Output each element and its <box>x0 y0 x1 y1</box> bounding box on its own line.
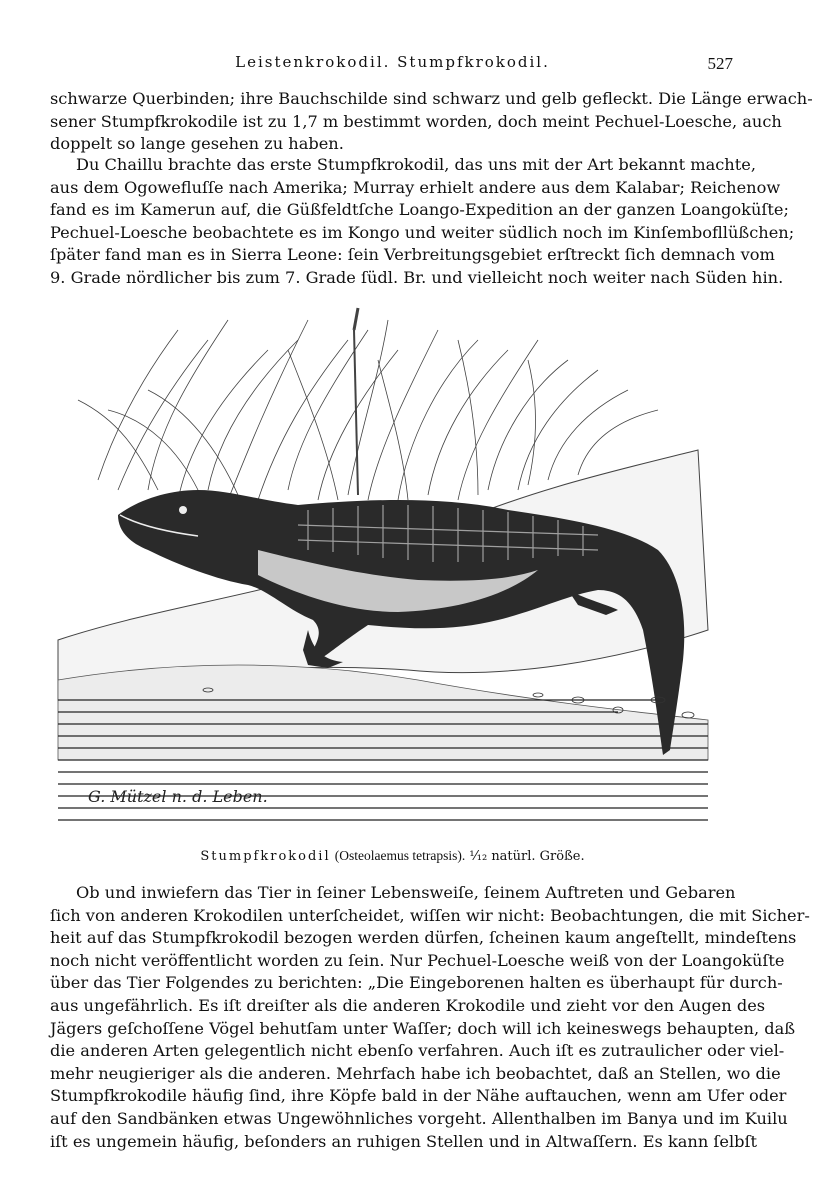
text-line: iſt es ungemein häufig, beſonders an ruhigen Stellen und in Altwaſſern. Es kann ſelbſt <box>50 1131 758 1151</box>
caption-latin: (Osteolaemus tetrapsis). <box>334 848 466 863</box>
text-line: die anderen Arten gelegentlich nicht ebenſo verfahren. Auch iſt es zutraulicher oder viel- <box>50 1041 785 1061</box>
text-line: aus dem Ogowefluſſe nach Amerika; Murray erhielt andere aus dem Kalabar; Reichenow <box>50 177 781 197</box>
paragraph-3 <box>50 882 810 1153</box>
paragraph-2 <box>50 154 795 290</box>
text-line: über das Tier Folgendes zu berichten: „Die Eingeborenen halten es überhaupt für durch- <box>50 973 783 993</box>
illustrator-signature: G. Mützel n. d. Leben. <box>88 787 268 806</box>
text-line: Stumpfkrokodile häufig ſind, ihre Köpfe bald in der Nähe auftauchen, wenn am Ufer oder <box>50 1086 787 1106</box>
text-line: doppelt so lange gesehen zu haben. <box>50 134 344 154</box>
paragraph-1 <box>50 88 813 156</box>
caption-scale: ¹⁄₁₂ natürl. Größe. <box>469 849 585 864</box>
text-line: Du Chaillu brachte das erste Stumpfkrokodil, das uns mit der Art bekannt machte, <box>76 155 756 174</box>
text-line: sener Stumpfkrokodile ist zu 1,7 m bestimmt worden, doch meint Pechuel-Loesche, auch <box>50 111 782 131</box>
text-line: 9. Grade nördlicher bis zum 7. Grade ſüdl. Br. und vielleicht noch weiter nach Süden hin. <box>50 267 784 287</box>
text-line: Pechuel-Loesche beobachtete es im Kongo und weiter südlich noch im Kinſembofllüßchen; <box>50 222 795 242</box>
text-line: fand es im Kamerun auf, die Güßfeldtſche Loango-Expedition an der ganzen Loangoküſte; <box>50 200 789 220</box>
text-line: Jägers geſchoſſene Vögel behutſam unter Waſſer; doch will ich keineswegs behaupten, daß <box>50 1018 796 1038</box>
text-line: heit auf das Stumpfkrokodil bezogen werden dürfen, ſcheinen kaum angeſtellt, mindeſtens <box>50 928 797 948</box>
caption-name: Stumpfkrokodil <box>200 849 331 864</box>
text-line: mehr neugieriger als die anderen. Mehrfach habe ich beobachtet, daß an Stellen, wo die <box>50 1063 781 1083</box>
crocodile-illustration <box>58 300 728 840</box>
text-line: noch nicht veröffentlicht worden zu ſein. Nur Pechuel-Loesche weiß von der Loangoküſte <box>50 950 785 970</box>
text-line: aus ungefährlich. Es iſt dreiſter als die anderen Krokodile und zieht vor den Augen des <box>50 995 766 1015</box>
running-head: Leistenkrokodil. Stumpfkrokodil. <box>235 53 550 71</box>
text-line: ſich von anderen Krokodilen unterſcheidet, wiſſen wir nicht: Beobachtungen, die mit Sicher- <box>50 905 810 925</box>
page-number: 527 <box>707 54 733 73</box>
figure-caption <box>50 848 735 864</box>
text-line: ſpäter fand man es in Sierra Leone: ſein Verbreitungsgebiet erſtreckt ſich demnach vom <box>50 245 775 265</box>
text-line: auf den Sandbänken etwas Ungewöhnliches vorgeht. Allenthalben im Banya und im Kuilu <box>50 1108 788 1128</box>
grass-drawing <box>78 308 658 500</box>
text-line: schwarze Querbinden; ihre Bauchschilde sind schwarz und gelb gefleckt. Die Länge erwach- <box>50 89 813 108</box>
page-header <box>50 50 735 76</box>
text-line: Ob und inwiefern das Tier in ſeiner Lebensweiſe, ſeinem Auftreten und Gebaren <box>76 883 736 902</box>
